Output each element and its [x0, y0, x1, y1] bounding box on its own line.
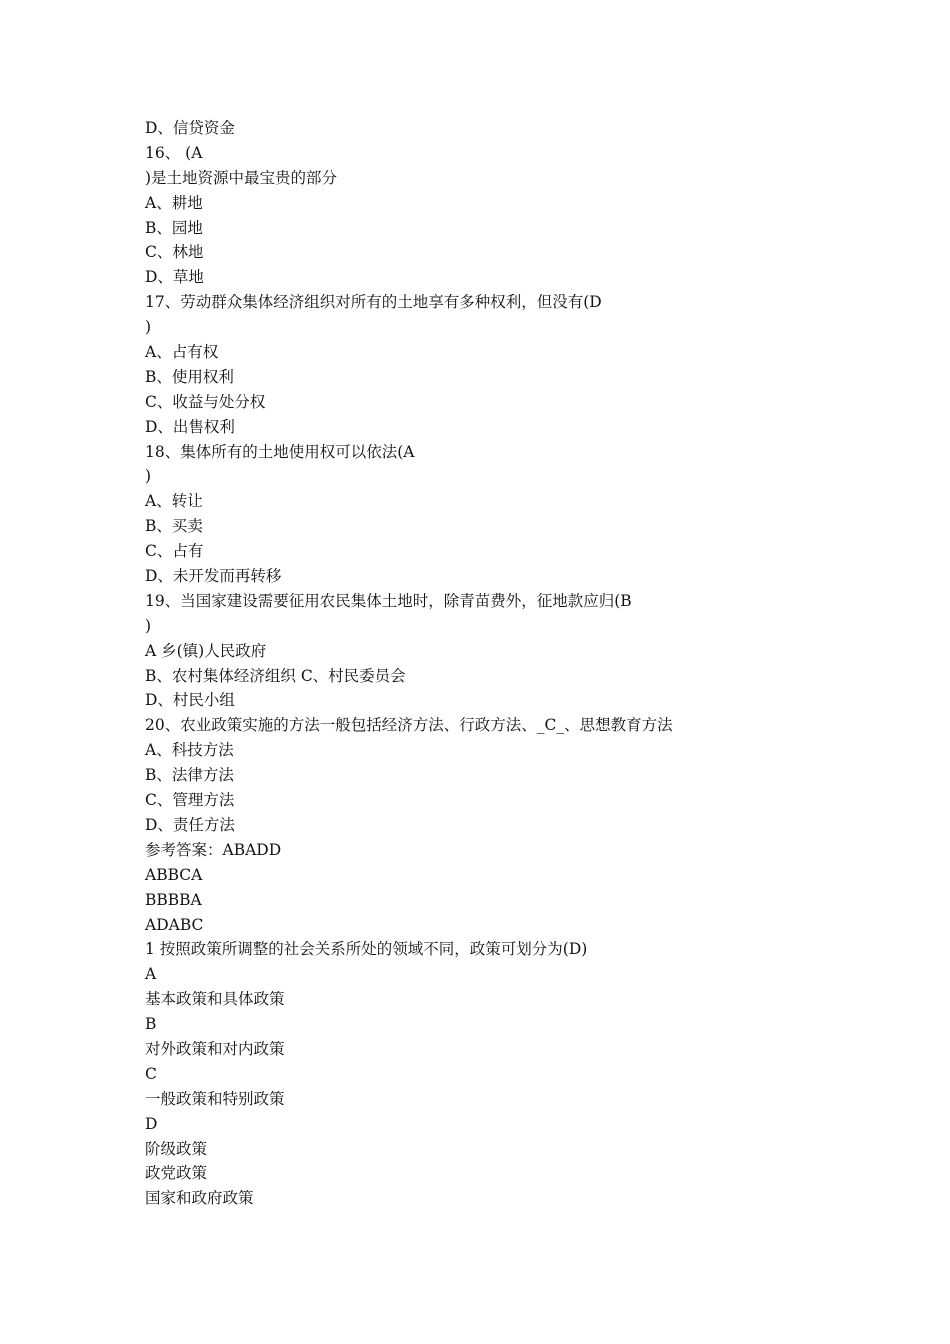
option-line: B、农村集体经济组织 C、村民委员会: [145, 666, 406, 685]
text-line: D、信贷资金: [145, 119, 235, 137]
option-line: C、收益与处分权: [145, 392, 266, 411]
answer-key-line: ABBCA: [145, 865, 203, 884]
option-line: B、园地: [145, 218, 203, 237]
question-16-line: 16、 (A: [145, 143, 203, 162]
document-text: [145, 116, 845, 1211]
answer-key-line: 参考答案：ABADD: [145, 840, 282, 859]
option-letter: C: [145, 1064, 157, 1083]
option-line: B、法律方法: [145, 766, 234, 785]
text-line: )是土地资源中最宝贵的部分: [145, 168, 338, 187]
option-line: D、出售权利: [145, 417, 235, 436]
option-text: 阶级政策: [145, 1139, 208, 1158]
option-letter: A: [145, 965, 157, 984]
option-line: C、占有: [145, 542, 204, 561]
option-line: B、使用权利: [145, 367, 234, 386]
option-text: 基本政策和具体政策: [145, 990, 285, 1009]
option-text: 国家和政府政策: [145, 1189, 254, 1208]
question-19-line: 19、当国家建设需要征用农民集体土地时，除青苗费外，征地款应归(B: [145, 591, 632, 610]
option-letter: D: [145, 1114, 158, 1133]
text-line: ): [145, 467, 152, 486]
option-text: 一般政策和特别政策: [145, 1089, 285, 1108]
text-line: ): [145, 318, 152, 337]
option-text: 对外政策和对内政策: [145, 1039, 285, 1058]
option-line: D、村民小组: [145, 691, 235, 710]
question-1-line: 1 按照政策所调整的社会关系所处的领域不同，政策可划分为(D): [145, 940, 588, 959]
option-line: D、草地: [145, 268, 204, 287]
option-line: C、林地: [145, 243, 204, 262]
text-line: ): [145, 616, 152, 635]
option-letter: B: [145, 1015, 157, 1034]
option-line: A、占有权: [145, 343, 219, 362]
answer-key-line: ADABC: [145, 915, 204, 934]
option-line: D、责任方法: [145, 815, 235, 834]
option-text: 政党政策: [145, 1164, 208, 1183]
question-18-line: 18、集体所有的土地使用权可以依法(A: [145, 442, 415, 461]
option-line: C、管理方法: [145, 791, 235, 810]
question-17-line: 17、劳动群众集体经济组织对所有的土地享有多种权利，但没有(D: [145, 293, 602, 312]
question-20-line: 20、农业政策实施的方法一般包括经济方法、行政方法、_C_、思想教育方法: [145, 716, 673, 735]
option-line: A、耕地: [145, 193, 203, 212]
option-line: A、转让: [145, 492, 203, 511]
option-line: B、买卖: [145, 517, 203, 536]
option-line: A、科技方法: [145, 741, 234, 760]
option-line: A 乡(镇)人民政府: [145, 641, 267, 660]
option-line: D、未开发而再转移: [145, 567, 282, 586]
answer-key-line: BBBBA: [145, 890, 202, 909]
